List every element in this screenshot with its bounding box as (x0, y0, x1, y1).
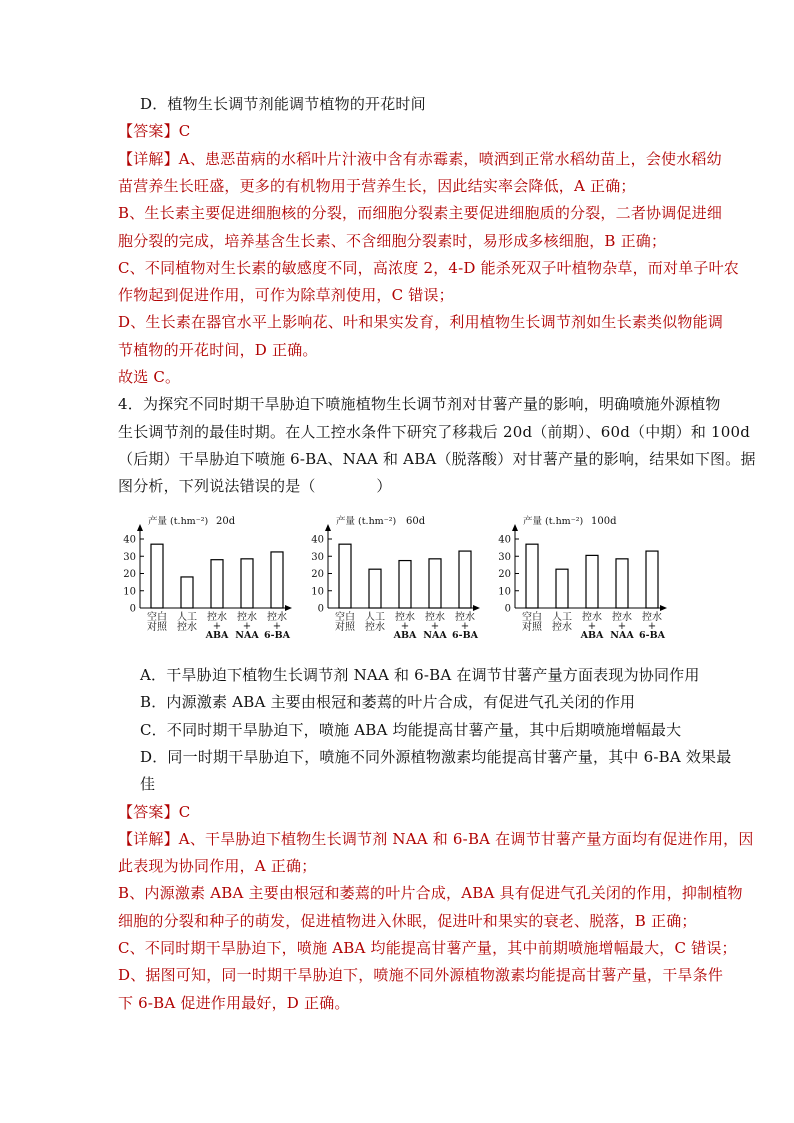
text-line: 图分析，下列说法错误的是（ ） (118, 477, 392, 496)
y-tick-label: 30 (311, 551, 324, 563)
category-label: 6-BA (264, 630, 290, 641)
bar-1 (526, 544, 538, 608)
y-axis-arrow (137, 524, 143, 531)
category-label: NAA (610, 630, 634, 641)
category-label: 控水 (582, 612, 602, 623)
category-label: 控水 (365, 622, 385, 633)
text-line: B、内源激素 ABA 主要由根冠和萎蔫的叶片合成，ABA 具有促进气孔关闭的作用，抑制植物 (118, 884, 743, 903)
text-line: 【答案】C (118, 802, 191, 821)
text-line: 此表现为协同作用，A 正确； (118, 857, 317, 876)
text-line: B．内源激素 ABA 主要由根冠和萎蔫的叶片合成，有促进气孔关闭的作用 (140, 693, 636, 712)
bar-4 (241, 559, 253, 608)
category-label: 人工 (177, 612, 197, 623)
chart-100d (493, 512, 673, 657)
category-label: 6-BA (639, 630, 665, 641)
text-line: A．干旱胁迫下植物生长调节剂 NAA 和 6-BA 在调节甘薯产量方面表现为协同作用 (140, 666, 700, 684)
text-line: 【详解】A、干旱胁迫下植物生长调节剂 NAA 和 6-BA 在调节甘薯产量方面均有促进作用，因 (118, 829, 754, 848)
bar-5 (271, 552, 283, 608)
text-line: C、不同时期干旱胁迫下，喷施 ABA 均能提高甘薯产量，其中前期喷施增幅最大，C 错误； (118, 939, 737, 957)
category-label: + (617, 621, 627, 632)
text-line: 生长调节剂的最佳时期。在人工控水条件下研究了移栽后 20d（前期）、60d（中期）和 100d (118, 422, 751, 441)
category-label: 控水 (177, 622, 197, 633)
y-tick-label: 20 (498, 569, 511, 580)
chart-title: 20d (216, 516, 236, 527)
category-label: + (587, 621, 597, 632)
category-label: + (242, 621, 252, 632)
category-label: 控水 (455, 612, 475, 623)
y-axis-arrow (512, 524, 518, 531)
category-label: 控水 (612, 612, 632, 623)
y-tick-label: 10 (311, 586, 324, 598)
y-tick-label: 0 (504, 603, 511, 615)
bar-4 (616, 559, 628, 608)
category-label: 控水 (395, 612, 415, 623)
category-label: NAA (423, 630, 447, 641)
text-line: D．植物生长调节剂能调节植物的开花时间 (140, 95, 426, 113)
y-tick-label: 20 (311, 569, 324, 580)
y-axis-label: 产量 (t.hm⁻²) (148, 516, 209, 527)
category-label: 控水 (267, 612, 287, 623)
category-label: 空白 (335, 612, 355, 623)
category-label: 空白 (147, 612, 167, 623)
y-tick-label: 20 (123, 569, 136, 580)
category-label: 控水 (642, 612, 662, 623)
text-line: 4．为探究不同时期干旱胁迫下喷施植物生长调节剂对甘薯产量的影响，明确喷施外源植物 (118, 395, 721, 414)
category-label: 控水 (552, 622, 572, 633)
text-line: C．不同时期干旱胁迫下，喷施 ABA 均能提高甘薯产量，其中后期喷施增幅最大 (140, 720, 682, 739)
y-axis-label: 产量 (t.hm⁻²) (523, 516, 584, 527)
text-line: B、生长素主要促进细胞核的分裂，而细胞分裂素主要促进细胞质的分裂，二者协调促进细 (118, 204, 723, 223)
text-line: 节植物的开花时间，D 正确。 (118, 340, 318, 359)
category-label: + (647, 621, 657, 632)
category-label: ABA (580, 630, 604, 641)
category-label: + (430, 621, 440, 632)
text-line: C、不同植物对生长素的敏感度不同，高浓度 2，4-D 能杀死双子叶植物杂草，而对单子叶农 (118, 258, 739, 277)
bar-3 (586, 555, 598, 608)
text-line: 细胞的分裂和种子的萌发，促进植物进入休眠，促进叶和果实的衰老、脱落，B 正确； (118, 911, 697, 930)
bar-5 (459, 551, 471, 608)
bar-1 (151, 544, 163, 608)
text-line: 下 6-BA 促进作用最好，D 正确。 (118, 993, 350, 1012)
y-tick-label: 40 (498, 534, 511, 546)
x-axis-arrow (473, 605, 480, 611)
category-label: 人工 (552, 612, 572, 623)
bar-1 (339, 544, 351, 608)
category-label: 控水 (207, 612, 227, 623)
chart-title: 60d (406, 516, 426, 527)
y-axis-arrow (325, 524, 331, 531)
y-axis-label: 产量 (t.hm⁻²) (336, 516, 397, 527)
category-label: 6-BA (452, 630, 478, 641)
category-label: NAA (235, 630, 259, 641)
bar-5 (646, 551, 658, 608)
category-label: 人工 (365, 612, 385, 623)
chart-60d (306, 512, 486, 657)
y-tick-label: 30 (123, 551, 136, 563)
category-label: 对照 (522, 622, 542, 633)
category-label: ABA (393, 630, 417, 641)
text-line: 作物起到促进作用，可作为除草剂使用，C 错误； (118, 286, 454, 305)
chart-title: 100d (591, 516, 617, 527)
category-label: + (400, 621, 410, 632)
bar-2 (556, 569, 568, 608)
category-label: + (272, 621, 282, 632)
text-line: D、生长素在器官水平上影响花、叶和果实发育，利用植物生长调节剂如生长素类似物能调 (118, 313, 724, 332)
text-line: 【详解】A、患恶苗病的水稻叶片汁液中含有赤霉素，喷洒到正常水稻幼苗上，会使水稻幼 (118, 149, 722, 168)
category-label: 控水 (237, 612, 257, 623)
text-line: D．同一时期干旱胁迫下，喷施不同外源植物激素均能提高甘薯产量，其中 6-BA 效果最 (140, 747, 732, 766)
bar-2 (181, 577, 193, 608)
category-label: 控水 (425, 612, 445, 623)
y-tick-label: 40 (311, 534, 324, 546)
figure-sweet-potato-yield (118, 512, 678, 657)
y-tick-label: 0 (129, 603, 136, 615)
x-axis-arrow (660, 605, 667, 611)
y-tick-label: 10 (123, 586, 136, 598)
category-label: ABA (205, 630, 229, 641)
text-line: 胞分裂的完成，培养基含生长素、不含细胞分裂素时，易形成多核细胞，B 正确； (118, 231, 667, 250)
bar-2 (369, 569, 381, 608)
x-axis-arrow (285, 605, 292, 611)
bar-4 (429, 559, 441, 608)
category-label: + (460, 621, 470, 632)
text-line: 佳 (140, 775, 156, 794)
category-label: + (212, 621, 222, 632)
bar-3 (211, 560, 223, 608)
y-tick-label: 10 (498, 586, 511, 598)
y-tick-label: 0 (317, 603, 324, 615)
category-label: 空白 (522, 612, 542, 623)
text-line: 【答案】C (118, 122, 191, 141)
text-line: D、据图可知，同一时期干旱胁迫下，喷施不同外源植物激素均能提高甘薯产量，干旱条件 (118, 966, 724, 985)
text-line: 苗营养生长旺盛，更多的有机物用于营养生长，因此结实率会降低，A 正确； (118, 176, 636, 195)
y-tick-label: 40 (123, 534, 136, 546)
y-tick-label: 30 (498, 551, 511, 563)
text-line: （后期）干旱胁迫下喷施 6-BA、NAA 和 ABA（脱落酸）对甘薯产量的影响，结果如下图。据 (118, 449, 756, 468)
text-line: 故选 C。 (118, 368, 181, 386)
chart-20d (118, 512, 298, 657)
category-label: 对照 (147, 622, 167, 633)
bar-3 (399, 561, 411, 608)
category-label: 对照 (335, 622, 355, 633)
